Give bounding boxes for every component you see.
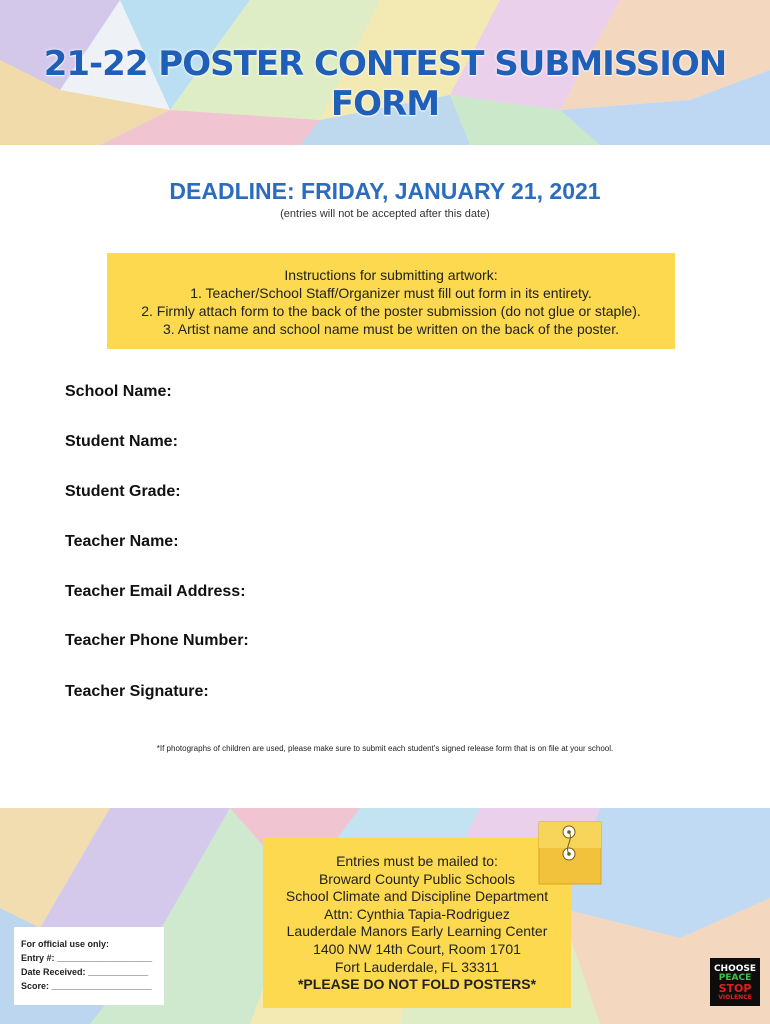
mailing-line: Entries must be mailed to: bbox=[336, 853, 498, 869]
instructions-heading: Instructions for submitting artwork: bbox=[284, 267, 498, 283]
official-score-line: Score: ____________________ bbox=[21, 981, 152, 991]
instruction-item: 3. Artist name and school name must be written on the back of the poster. bbox=[162, 321, 620, 337]
official-date-line: Date Received: ____________ bbox=[21, 967, 149, 977]
teacher-name-field[interactable]: Teacher Name: bbox=[65, 533, 179, 550]
official-entry-line: Entry #: ___________________ bbox=[21, 953, 153, 963]
page-title: 21-22 POSTER CONTEST SUBMISSION FORM bbox=[43, 44, 727, 124]
mailing-line: Broward County Public Schools bbox=[318, 870, 516, 887]
choose-peace-stop-violence-logo: CHOOSE PEACE STOP VIOLENCE bbox=[710, 958, 760, 1006]
teacher-signature-field[interactable]: Teacher Signature: bbox=[65, 683, 209, 700]
school-name-field[interactable]: School Name: bbox=[65, 383, 172, 400]
mailing-line: Lauderdale Manors Early Learning Center bbox=[286, 923, 548, 940]
teacher-email-field[interactable]: Teacher Email Address: bbox=[65, 583, 246, 600]
mailing-address-box bbox=[263, 838, 571, 1008]
mailing-line: School Climate and Discipline Department bbox=[285, 888, 549, 905]
official-use-box bbox=[14, 927, 164, 1005]
instructions-box bbox=[107, 253, 675, 349]
top-crayon-banner bbox=[0, 0, 770, 145]
mailing-line: Fort Lauderdale, FL 33311 bbox=[334, 958, 500, 975]
mailing-line: Attn: Cynthia Tapia-Rodriguez bbox=[324, 905, 510, 922]
photo-release-footnote: *If photographs of children are used, please make sure to submit each student's signed release form that is on file at your school. bbox=[156, 744, 614, 753]
mailing-line: 1400 NW 14th Court, Room 1701 bbox=[313, 940, 521, 957]
instruction-item: 1. Teacher/School Staff/Organizer must fill out form in its entirety. bbox=[190, 285, 592, 301]
envelope-icon bbox=[538, 820, 602, 886]
deadline-heading: DEADLINE: FRIDAY, JANUARY 21, 2021 bbox=[169, 178, 601, 204]
deadline-note: (entries will not be accepted after this date) bbox=[280, 208, 490, 220]
official-heading: For official use only: bbox=[21, 939, 110, 949]
student-grade-field[interactable]: Student Grade: bbox=[65, 483, 181, 500]
teacher-phone-field[interactable]: Teacher Phone Number: bbox=[65, 632, 249, 649]
student-name-field[interactable]: Student Name: bbox=[65, 433, 178, 450]
no-fold-warning: *PLEASE DO NOT FOLD POSTERS* bbox=[297, 976, 537, 993]
instruction-item: 2. Firmly attach form to the back of the poster submission (do not glue or staple). bbox=[141, 303, 641, 319]
